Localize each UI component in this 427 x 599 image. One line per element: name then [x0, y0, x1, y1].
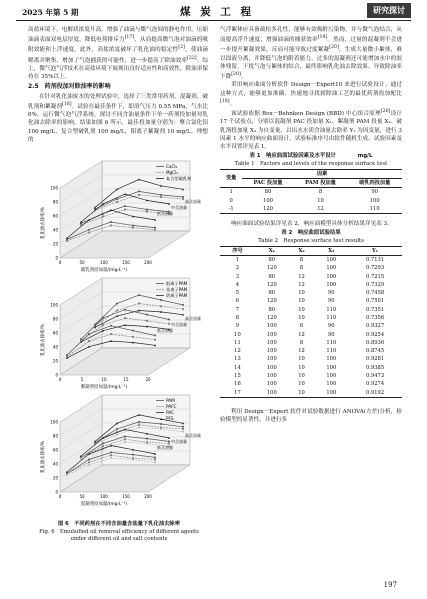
data-point: [124, 309, 126, 311]
data-point: [168, 323, 170, 325]
table-cell: 100: [266, 323, 277, 330]
data-point: [154, 227, 156, 229]
depth-label: 高含油量: [185, 433, 201, 438]
table-row: [220, 347, 402, 355]
data-point: [110, 333, 112, 335]
table2-header: [220, 246, 402, 255]
data-point: [110, 225, 112, 227]
table-cell: 100: [326, 381, 337, 388]
table-cell: 10: [298, 389, 305, 396]
table-cell: 100: [266, 389, 277, 396]
table-cell: 8: [299, 323, 304, 330]
table-cell: 100: [266, 331, 277, 338]
data-point: [124, 209, 126, 211]
table-row: [220, 205, 402, 214]
table-cell: 100: [266, 348, 277, 355]
x-tick-label: 200: [144, 260, 152, 265]
table-cell: 10: [298, 373, 305, 380]
y-tick-label: 60: [52, 213, 58, 219]
data-point: [132, 330, 134, 332]
page-number: 197: [383, 581, 397, 589]
table-row: [220, 297, 402, 305]
table-cell: 0.7458: [366, 290, 385, 297]
table-cell: 0.7356: [366, 314, 385, 321]
table-cell: 1: [229, 189, 233, 196]
table-cell: 100: [266, 364, 277, 371]
table-cell: 120: [266, 281, 277, 288]
right-paragraph-5: 利用 Design－Expert 软件对试验数据进行 ANOVA(方差)分析，检验模型的显著性，并进行多: [220, 408, 402, 424]
table1-title-cn: 表 1 响应曲面试验因素及水平设计 mg/L: [249, 153, 373, 160]
x-tick-label: 20: [145, 377, 151, 382]
table-cell: 10: [298, 381, 305, 388]
depth-label: 低含油量: [157, 445, 173, 450]
table1-col: PAC 投加量: [253, 179, 283, 186]
data-point: [116, 428, 118, 430]
chart-svg: [38, 160, 208, 278]
table2-col: X₂: [298, 247, 305, 254]
chart-coagulant: [38, 394, 208, 512]
issue-label: 2025 年第 5 期: [22, 8, 79, 17]
table-cell: 9: [235, 323, 240, 330]
data-point: [154, 339, 156, 341]
table-cell: 12: [298, 281, 305, 288]
data-point: [66, 240, 68, 242]
x-tick-label: 150: [122, 260, 130, 265]
data-point: [110, 452, 112, 454]
legend-label: PAC: [166, 410, 174, 415]
y-tick-label: 0: [55, 489, 58, 495]
data-point: [110, 221, 112, 223]
table-cell: 100: [326, 265, 337, 272]
table-row: [220, 331, 402, 339]
x-tick-label: 150: [122, 494, 130, 499]
table-cell: 110: [326, 314, 337, 321]
data-point: [138, 194, 140, 196]
table1-col: 破乳剂投加量: [359, 179, 391, 186]
y-tick-label: 80: [52, 199, 58, 205]
section-paragraph: 在针对乳化油废水的处理试验中，选择了三类常用药剂，混凝剂、破乳剂和絮凝剂[18]。试验在最佳条件下，即溶气压力 0.55 MPa，气水比 6%，运行微气泡气浮系统，探讨不同含油量条件下单一药剂投加量对乳化油去除率的影响，结果如图 6 所示，最佳投加量分别为：聚合氯化铝 100 mg/L，复合型破乳剂 100 mg/L，阳离子絮凝剂 10 mg/L。理想的: [28, 93, 208, 143]
right-paragraph-2: 采用响应曲面分析软件 Design－Expert10 来进行试验设计。通过这种方式，能够更加准确、快速地寻找到除油工艺的最优药剂投加配比[18]。: [220, 82, 402, 107]
table-row: [220, 339, 402, 347]
data-point: [168, 440, 170, 442]
table1-header-group: 因素: [242, 169, 402, 178]
table-cell: 90: [327, 331, 335, 338]
table-row: [220, 281, 402, 289]
table1-col-headers: [220, 178, 402, 187]
figure-caption: [24, 521, 214, 544]
header-rule: [16, 20, 411, 21]
x-tick-label: 10: [101, 377, 107, 382]
data-point: [110, 454, 112, 456]
table-cell: 0.9385: [366, 364, 385, 371]
table1-caption: [220, 153, 402, 168]
data-point: [138, 421, 140, 423]
table-cell: 15: [234, 373, 241, 380]
x-axis-label: 破乳剂投加量/(mg·L⁻¹): [80, 268, 128, 273]
table-row: [220, 380, 402, 388]
table2-title-en: Table 2 Response surface test results: [258, 238, 364, 245]
table-cell: 8: [299, 339, 304, 346]
table-cell: 3: [235, 273, 240, 280]
table-cell: 0.7501: [366, 298, 385, 305]
data-point: [102, 443, 104, 445]
x-tick-label: 100: [100, 494, 108, 499]
data-point: [124, 436, 126, 438]
table-cell: 90: [327, 290, 335, 297]
table-cell: 12: [298, 331, 305, 338]
data-point: [116, 310, 118, 312]
table-cell: 0.7351: [366, 306, 385, 313]
data-point: [88, 340, 90, 342]
section-heading: 2.5 药剂投加对除油率的影响: [28, 83, 111, 91]
table-cell: 12: [298, 273, 305, 280]
table2-col: Y₁: [372, 247, 379, 254]
table-cell: 0.7293: [366, 265, 385, 272]
table-cell: 90: [371, 189, 379, 196]
chart-svg: [38, 277, 208, 395]
table-row: [220, 355, 402, 363]
journal-title: 煤 炭 工 程: [180, 6, 254, 18]
table-row: [220, 197, 402, 205]
table-cell: 100: [266, 356, 277, 363]
table-cell: 110: [326, 348, 337, 355]
table-cell: 100: [326, 256, 337, 263]
table-cell: 0: [229, 197, 233, 204]
table-cell: 80: [268, 273, 276, 280]
table-row: [220, 289, 402, 297]
chart-flocculant: [38, 277, 208, 395]
table-cell: 80: [268, 290, 276, 297]
data-point: [160, 305, 162, 307]
x-tick-label: 0: [58, 377, 62, 382]
table-cell: 110: [369, 205, 380, 212]
data-point: [146, 211, 148, 213]
right-paragraph-1: 气浮絮体应具备疏松多孔性，能够有效吸附污染物，并与微气泡结合，从而提高浮升速度，增强油滴的捕获效率[19]。然而，过量的混凝剂不会进一步提升絮凝效果，反而可能导致过度絮凝[20]，生成大量微小絮体，难以固液分离，并降低气泡的附着能力。过多的混凝剂还可能增加水中的胶体残留，干扰气泡与絮体的结合，最终影响乳化油去除效果，导致除油率下降[20]。: [220, 27, 402, 81]
data-point: [182, 426, 184, 428]
x-axis-label: 絮凝剂投加量/(mg·L⁻¹): [80, 385, 128, 390]
table-cell: 110: [326, 339, 337, 346]
table-cell: 17: [234, 389, 241, 396]
y-axis-label: 乳化油去除率/%: [41, 324, 46, 356]
table-cell: 11: [234, 339, 241, 346]
table-row: [220, 273, 402, 281]
table-cell: 8: [299, 256, 304, 263]
depth-label: 高含油量: [185, 199, 201, 204]
data-point: [138, 190, 140, 192]
table-cell: 8: [299, 265, 304, 272]
table-cell: 0.9254: [366, 331, 385, 338]
table-cell: 8: [318, 189, 323, 196]
y-tick-label: 100: [50, 419, 58, 425]
table-cell: 100: [369, 197, 380, 204]
table-cell: 8: [235, 314, 240, 321]
depth-label: 中含油量: [171, 205, 187, 210]
y-tick-label: 20: [52, 241, 58, 247]
data-point: [182, 304, 184, 306]
table-cell: 10: [298, 356, 305, 363]
data-point: [182, 308, 184, 310]
fig-caption-en-1: Fig. 6 Emulsified oil removal efficiency of different agents: [39, 528, 199, 535]
y-axis-label: 乳化油去除率/%: [41, 441, 46, 473]
data-point: [124, 438, 126, 440]
table-row: [220, 314, 402, 322]
table-cell: 100: [326, 373, 337, 380]
table-cell: 0.7215: [366, 273, 385, 280]
y-tick-label: 20: [52, 358, 58, 364]
data-point: [88, 459, 90, 461]
y-tick-label: 40: [52, 461, 58, 467]
legend-label: 阳离子PAM: [166, 281, 188, 286]
legend-label: PAFC: [166, 404, 177, 409]
x-tick-label: 50: [79, 260, 85, 265]
table-cell: 80: [268, 256, 276, 263]
y-axis-label: 乳化油去除率/%: [41, 207, 46, 239]
data-point: [182, 428, 184, 430]
data-point: [138, 294, 140, 296]
table2-title-cn: 表 2 响应曲面试验结果: [281, 230, 341, 237]
table2-col: X₃: [328, 247, 335, 254]
table-cell: 0.9281: [366, 356, 385, 363]
data-point: [102, 216, 104, 218]
data-point: [110, 325, 112, 327]
table1: [220, 169, 402, 214]
table-cell: 0.9473: [366, 373, 385, 380]
data-point: [160, 423, 162, 425]
depth-label: 低含油量: [157, 211, 173, 216]
table-cell: 0.9192: [366, 389, 385, 396]
table-cell: 0.8745: [366, 348, 385, 355]
fig-caption-en-2: under different oil and salt contents: [70, 536, 168, 542]
data-point: [88, 461, 90, 463]
table-cell: 80: [264, 189, 272, 196]
intro-paragraph: 高盐环境下，电解质浓度升高，增强了油滴与微气泡间的静电作用，压缩油滴表面双电层厚度，降低电荷排斥力[17]，从而提高微气泡对油滴的吸附效能和上浮速度。此外，高盐浓度破坏了乳化油的稳定性[2]，使油滴解离并聚集，增加了气泡捕获的可能性，进一步提高了除油效率[22]。综上，微气泡气浮技术在高盐环境下展现出良好适应性和高效性，除油率保持在 35%以上。: [28, 27, 208, 81]
y-tick-label: 80: [52, 316, 58, 322]
table-cell: 100: [263, 197, 273, 204]
data-point: [146, 209, 148, 211]
legend-label: MgCl₂: [166, 170, 179, 175]
data-point: [138, 303, 140, 305]
data-point: [102, 445, 104, 447]
legend-label: 复合型破乳剂: [166, 176, 192, 181]
table-cell: 100: [326, 364, 337, 371]
data-point: [154, 335, 156, 337]
fig-caption-cn: 图 6 不同药剂在不同含油量含盐量下乳化油去除率: [57, 521, 181, 527]
data-point: [146, 314, 148, 316]
data-point: [132, 225, 134, 227]
table1-col: PAM 投加量: [305, 179, 336, 186]
table-cell: 7: [235, 306, 240, 313]
table-cell: 10: [234, 331, 241, 338]
table-cell: 100: [266, 373, 277, 380]
table-cell: 14: [234, 364, 241, 371]
data-point: [154, 459, 156, 461]
x-axis-label: 混凝剂投加量/(mg·L⁻¹): [80, 502, 128, 507]
table-row: [220, 255, 402, 264]
table-cell: 10: [298, 298, 305, 305]
section-badge: 研究探讨: [367, 3, 411, 18]
right-paragraph-4: 响应曲面试验结果详见表 2，响应面模型具体分析结果详见表 3。: [231, 221, 393, 228]
data-point: [116, 303, 118, 305]
data-point: [182, 196, 184, 198]
table-cell: 10: [298, 364, 305, 371]
depth-label: 中含油量: [171, 439, 187, 444]
data-point: [160, 196, 162, 198]
y-tick-label: 60: [52, 447, 58, 453]
table-cell: 120: [263, 205, 273, 212]
table-row: [220, 306, 402, 314]
data-point: [132, 454, 134, 456]
data-point: [160, 299, 162, 301]
table-cell: 90: [327, 323, 335, 330]
table1-title-en: Table 1 Factors and levels of the response surface test: [234, 161, 388, 168]
data-point: [124, 317, 126, 319]
table-cell: 120: [266, 265, 277, 272]
y-tick-label: 100: [50, 302, 58, 308]
table-cell: 2: [235, 265, 240, 272]
x-tick-label: 15: [123, 377, 129, 382]
y-tick-label: 20: [52, 475, 58, 481]
table-cell: 100: [266, 339, 277, 346]
table-cell: 0.9327: [366, 323, 385, 330]
x-tick-label: 50: [79, 494, 85, 499]
table-cell: 5: [235, 290, 240, 297]
table-cell: 12: [317, 205, 324, 212]
table-cell: 100: [326, 356, 337, 363]
chart-svg: [38, 394, 208, 512]
table2: [220, 246, 402, 398]
data-point: [154, 229, 156, 231]
table-row: [220, 264, 402, 272]
table-cell: 0.7131: [366, 256, 385, 263]
data-point: [116, 201, 118, 203]
depth-label: 高含油量: [185, 316, 201, 321]
table-cell: 1: [235, 256, 240, 263]
y-tick-label: 80: [52, 433, 58, 439]
table-cell: 100: [326, 281, 337, 288]
legend-label: PAM: [166, 398, 175, 403]
data-point: [102, 324, 104, 326]
depth-label: 低含油量: [157, 328, 173, 333]
table-cell: 6: [235, 298, 240, 305]
left-column: [28, 26, 208, 144]
table-cell: 12: [298, 348, 305, 355]
data-point: [154, 456, 156, 458]
table-row: [220, 389, 402, 398]
table2-caption: [220, 230, 402, 245]
table-row: [220, 188, 402, 197]
table2-col: 序号: [232, 247, 243, 254]
data-point: [124, 205, 126, 207]
table-cell: 13: [234, 356, 241, 363]
table-cell: 12: [234, 348, 241, 355]
table2-col: X₁: [268, 247, 275, 254]
data-point: [160, 194, 162, 196]
table-cell: -1: [228, 205, 234, 212]
chart-demulsifier: [38, 160, 208, 278]
table-cell: 16: [234, 381, 241, 388]
table-cell: 4: [235, 281, 240, 288]
legend-label: 非离子PAM: [166, 287, 188, 292]
y-tick-label: 40: [52, 227, 58, 233]
table-row: [220, 322, 402, 330]
data-point: [146, 438, 148, 440]
table-cell: 120: [266, 298, 277, 305]
table-cell: 80: [268, 306, 276, 313]
y-tick-label: 0: [55, 255, 58, 261]
x-tick-label: 200: [144, 494, 152, 499]
data-point: [116, 198, 118, 200]
table-cell: 10: [298, 306, 305, 313]
table-cell: 110: [326, 306, 337, 313]
y-tick-label: 0: [55, 372, 58, 378]
table-cell: 100: [326, 273, 337, 280]
data-point: [132, 336, 134, 338]
table2-body: [220, 255, 402, 397]
legend-label: CaCl₂: [166, 164, 178, 169]
table1-header-var: 变量: [220, 169, 242, 188]
table-cell: 10: [317, 197, 324, 204]
x-tick-label: 100: [100, 260, 108, 265]
y-tick-label: 60: [52, 330, 58, 336]
page-header: [0, 0, 427, 26]
legend-label: 阴离子PAM: [166, 293, 188, 298]
y-tick-label: 100: [50, 185, 58, 191]
table-cell: 10: [298, 314, 305, 321]
table-cell: 90: [327, 298, 335, 305]
table-cell: 10: [298, 290, 305, 297]
table-cell: 0.9274: [366, 381, 385, 388]
data-point: [102, 317, 104, 319]
table-row: [220, 372, 402, 380]
table-cell: 100: [326, 389, 337, 396]
depth-label: 中含油量: [171, 322, 187, 327]
x-tick-label: 5: [80, 377, 84, 382]
table-row: [220, 364, 402, 372]
table-cell: 120: [266, 314, 277, 321]
table-cell: 0.8936: [366, 339, 385, 346]
x-tick-label: 0: [58, 260, 62, 265]
right-column: [220, 26, 402, 425]
legend-label: PFS: [166, 416, 174, 421]
data-point: [146, 320, 148, 322]
data-point: [88, 232, 90, 234]
data-point: [88, 229, 90, 231]
table-cell: 0.7329: [366, 281, 385, 288]
x-tick-label: 0: [58, 494, 62, 499]
data-point: [138, 424, 140, 426]
data-point: [88, 333, 90, 335]
table-cell: 100: [266, 381, 277, 388]
data-point: [168, 319, 170, 321]
right-paragraph-3: 该试验依据 Box－Behnken Design (BBD) 中心组合原理[20]设计 17 个试验点，分别以混凝剂 PAC 投加量 X₁、絮凝剂 PAM 投量 X₂、破乳剂投加量 X₃ 为自变量，以出水水质含油量去除率 Y₁ 为因变量，进行 3 因素 1 水平的响应曲面设计，试验标准序号由软件随机生成。试验因素及水平设置详见表 1。: [220, 109, 402, 151]
y-tick-label: 40: [52, 344, 58, 350]
data-point: [132, 227, 134, 229]
data-point: [182, 198, 184, 200]
